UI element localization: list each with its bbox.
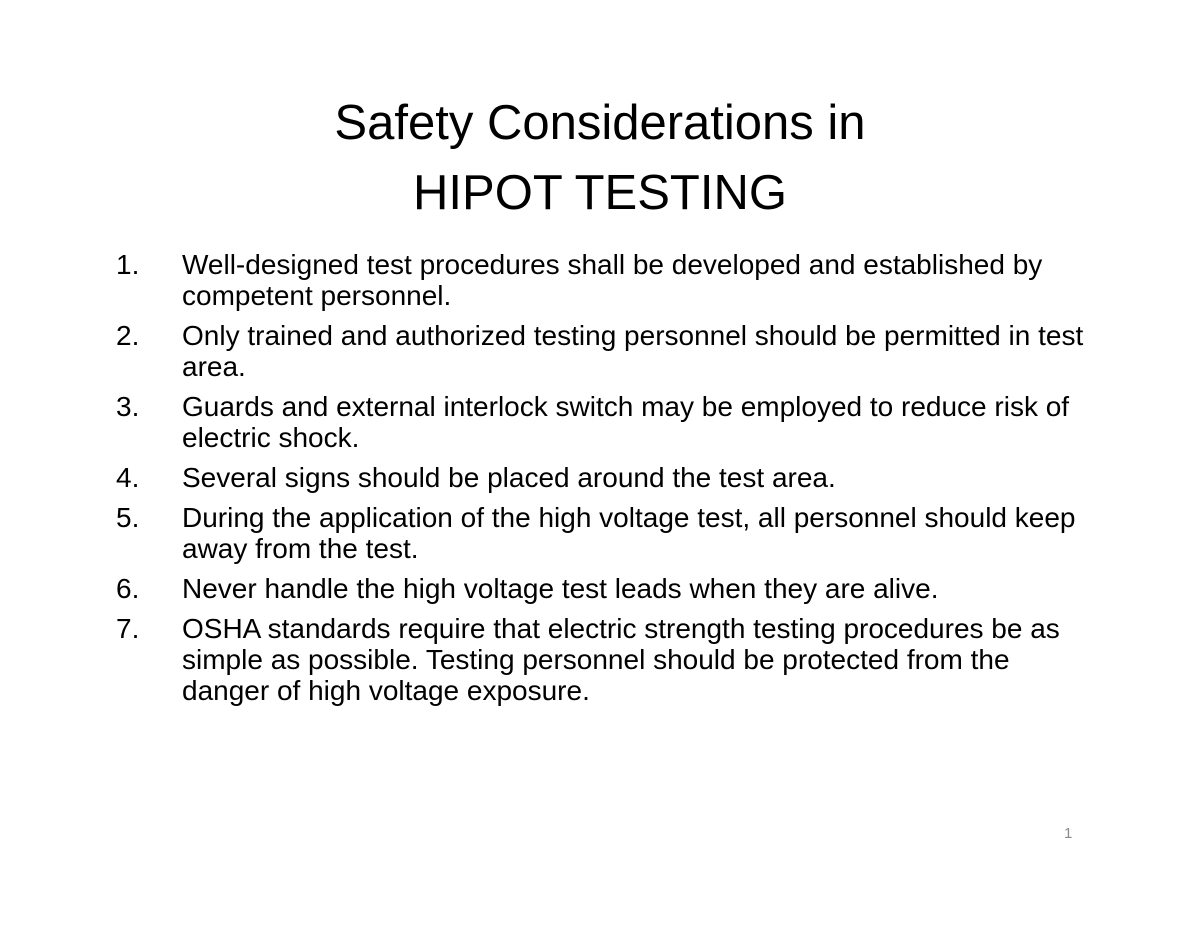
item-text: OSHA standards require that electric strength testing procedures be as simple as possible. Testing personnel should be protected from the danger of high voltage exposure. [182, 613, 1060, 706]
item-number: 4. [116, 462, 140, 493]
item-text: Never handle the high voltage test leads when they are alive. [182, 573, 939, 604]
list-item [116, 249, 1096, 311]
safety-list [116, 249, 1096, 715]
item-number: 1. [116, 249, 140, 280]
list-item [116, 391, 1096, 453]
item-number: 3. [116, 391, 140, 422]
item-text: Guards and external interlock switch may be employed to reduce risk of electric shock. [182, 391, 1070, 453]
list-item [116, 573, 1096, 604]
page-number: 1 [1064, 825, 1073, 842]
list-item [116, 502, 1096, 564]
item-number: 6. [116, 573, 140, 604]
title-line-1: Safety Considerations in [334, 96, 866, 150]
item-number: 5. [116, 502, 140, 533]
item-number: 2. [116, 320, 140, 351]
title-line-2: HIPOT TESTING [413, 166, 787, 220]
list-item [116, 462, 1096, 493]
item-text: Only trained and authorized testing personnel should be permitted in test area. [182, 320, 1084, 382]
list-item [116, 320, 1096, 382]
item-text: Several signs should be placed around the test area. [182, 462, 836, 493]
slide-title [0, 88, 1200, 228]
item-number: 7. [116, 613, 140, 644]
item-text: Well-designed test procedures shall be developed and established by competent personnel. [182, 249, 1043, 311]
item-text: During the application of the high voltage test, all personnel should keep away from the test. [182, 502, 1076, 564]
list-item [116, 613, 1096, 706]
